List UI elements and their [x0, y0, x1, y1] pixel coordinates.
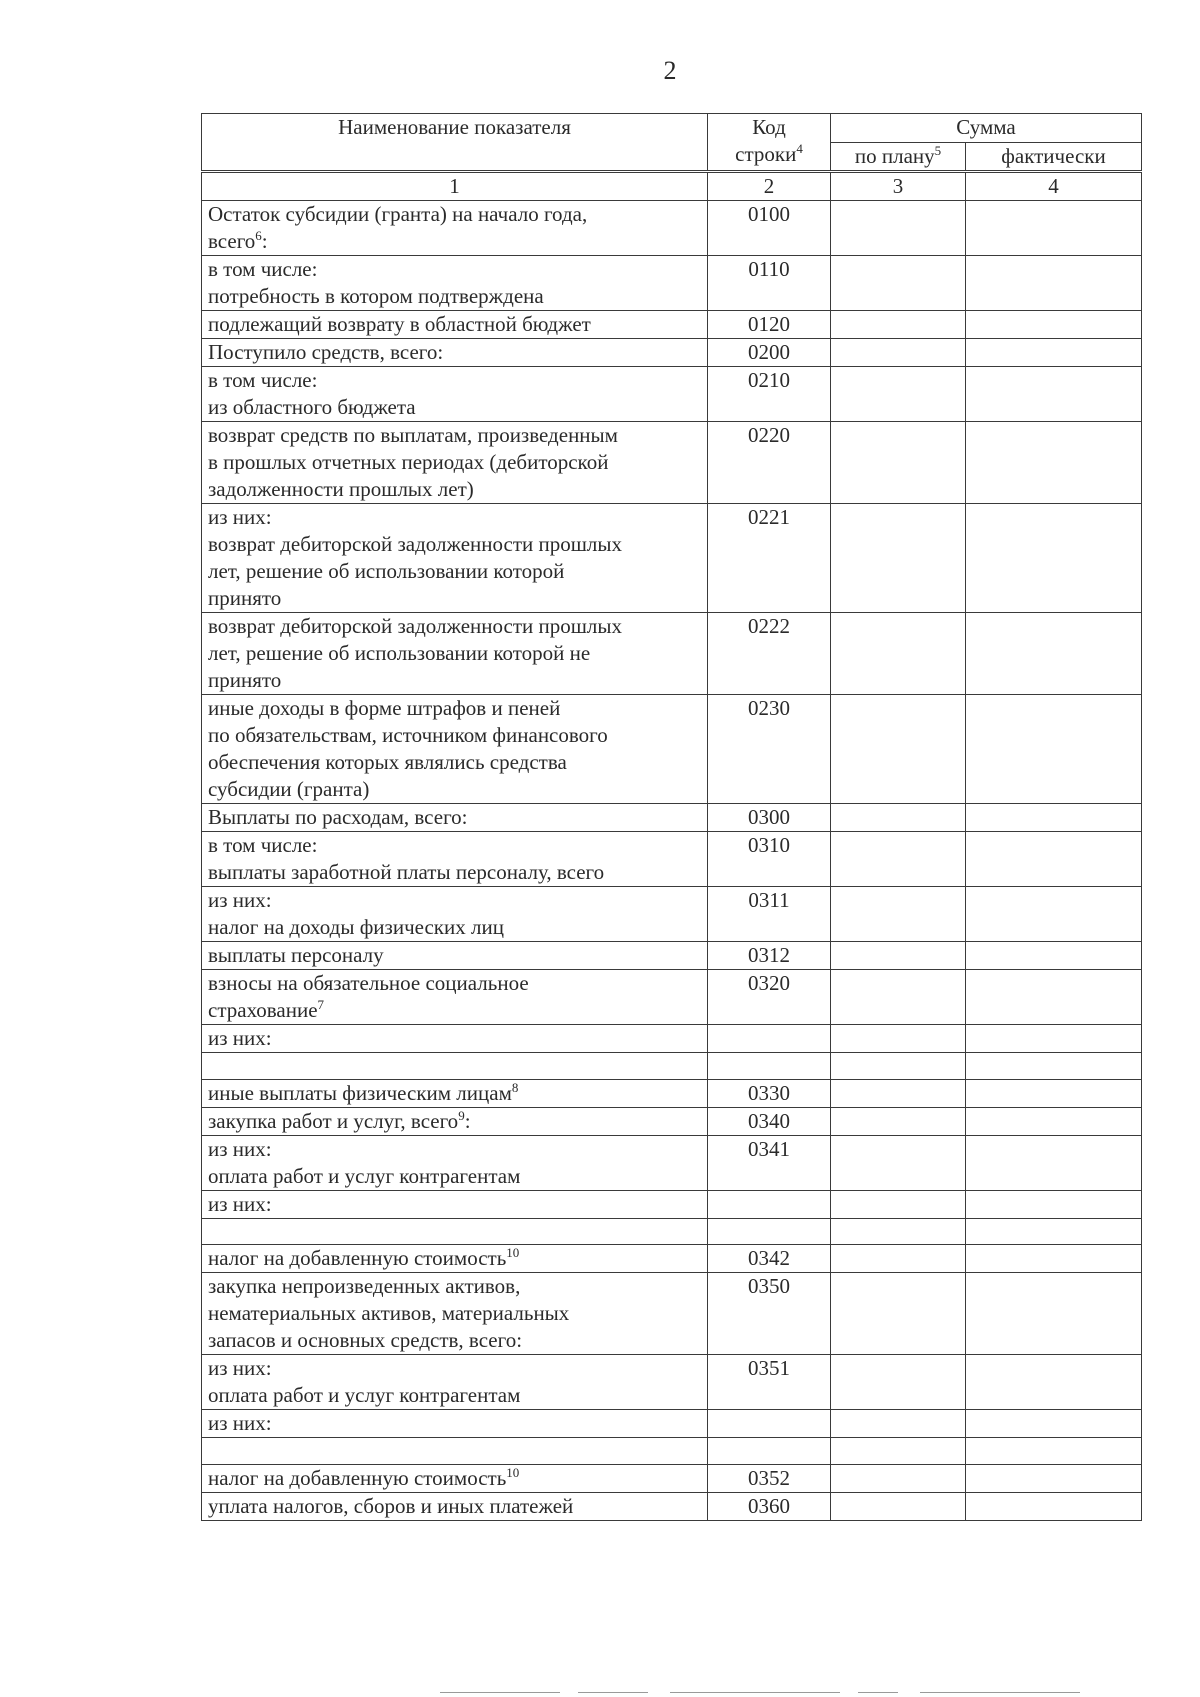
column-header-fact [966, 143, 1142, 172]
table-row [202, 367, 1142, 422]
indicator-name-cell [202, 887, 708, 942]
indicator-name-cell [202, 832, 708, 887]
table-row [202, 422, 1142, 504]
plan-amount-cell [831, 422, 966, 504]
column-number: 3 [831, 172, 966, 201]
plan-amount-cell [831, 1493, 966, 1521]
row-code-cell: 0350 [708, 1273, 831, 1355]
plan-amount-cell [831, 1080, 966, 1108]
table-row [202, 1245, 1142, 1273]
plan-amount-cell [831, 1053, 966, 1080]
row-code-cell: 0100 [708, 201, 831, 256]
column-header-amount [831, 114, 1142, 143]
fact-amount-cell [966, 339, 1142, 367]
row-code-cell [708, 1410, 831, 1438]
table-row [202, 1410, 1142, 1438]
column-header-fact-label: фактически [1001, 144, 1106, 168]
table-row [202, 970, 1142, 1025]
indicator-name-cell [202, 1245, 708, 1273]
table-row [202, 1438, 1142, 1465]
row-code-cell: 0110 [708, 256, 831, 311]
indicator-name-cell [202, 942, 708, 970]
indicator-name: иные выплаты физическим лицам [208, 1081, 512, 1105]
fact-amount-cell [966, 1025, 1142, 1053]
plan-amount-cell [831, 970, 966, 1025]
plan-amount-cell [831, 1108, 966, 1136]
row-code-cell: 0330 [708, 1080, 831, 1108]
column-number: 4 [966, 172, 1142, 201]
fact-amount-cell [966, 1410, 1142, 1438]
fact-amount-cell [966, 1493, 1142, 1521]
footnote-ref: 9 [458, 1108, 465, 1123]
row-code-cell: 0200 [708, 339, 831, 367]
indicator-name-cell [202, 1438, 708, 1465]
plan-amount-cell [831, 311, 966, 339]
footnote-ref: 8 [511, 1080, 519, 1095]
table-row [202, 804, 1142, 832]
table-row [202, 504, 1142, 613]
plan-amount-cell [831, 1219, 966, 1245]
plan-amount-cell [831, 339, 966, 367]
column-header-code [708, 114, 831, 172]
header-row-top [202, 114, 1142, 143]
indicator-name: из них: возврат дебиторской задолженности прошлых лет, решение об использовании которой принято [208, 505, 623, 610]
row-code-cell: 0310 [708, 832, 831, 887]
plan-amount-cell [831, 1245, 966, 1273]
fact-amount-cell [966, 1191, 1142, 1219]
fact-amount-cell [966, 695, 1142, 804]
fact-amount-cell [966, 1355, 1142, 1410]
indicator-name: из них: [208, 1026, 272, 1050]
fact-amount-cell [966, 804, 1142, 832]
row-code-cell: 0221 [708, 504, 831, 613]
fact-amount-cell [966, 1219, 1142, 1245]
indicator-name: возврат средств по выплатам, произведенным в прошлых отчетных периодах (дебиторской задолженности прошлых лет) [208, 423, 618, 501]
row-code-cell: 0351 [708, 1355, 831, 1410]
plan-amount-cell [831, 1136, 966, 1191]
indicator-name: иные доходы в форме штрафов и пеней по обязательствам, источником финансового обеспечения которых являлись средства субсидии (гранта) [208, 696, 608, 801]
row-code-cell: 0320 [708, 970, 831, 1025]
row-code-cell: 0311 [708, 887, 831, 942]
indicator-name-cell [202, 311, 708, 339]
table-row [202, 1273, 1142, 1355]
indicator-name: в том числе: выплаты заработной платы персоналу, всего [208, 833, 605, 884]
fact-amount-cell [966, 201, 1142, 256]
fact-amount-cell [966, 1273, 1142, 1355]
plan-amount-cell [831, 1355, 966, 1410]
indicator-name-cell [202, 1080, 708, 1108]
fact-amount-cell [966, 832, 1142, 887]
row-code-cell [708, 1438, 831, 1465]
row-code-cell [708, 1053, 831, 1080]
fact-amount-cell [966, 942, 1142, 970]
indicator-name: закупка работ и услуг, всего [208, 1109, 459, 1133]
table-row [202, 1080, 1142, 1108]
table-row [202, 1191, 1142, 1219]
indicator-name-cell [202, 367, 708, 422]
row-code-cell: 0312 [708, 942, 831, 970]
fact-amount-cell [966, 887, 1142, 942]
fact-amount-cell [966, 1053, 1142, 1080]
row-code-cell: 0222 [708, 613, 831, 695]
plan-amount-cell [831, 1438, 966, 1465]
fact-amount-cell [966, 970, 1142, 1025]
table-row [202, 695, 1142, 804]
plan-amount-cell [831, 1191, 966, 1219]
indicator-name: из них: [208, 1192, 272, 1216]
indicator-name-cell [202, 970, 708, 1025]
row-code-cell: 0340 [708, 1108, 831, 1136]
fact-amount-cell [966, 256, 1142, 311]
indicator-name-cell [202, 1191, 708, 1219]
plan-amount-cell [831, 1465, 966, 1493]
indicator-name: Остаток субсидии (гранта) на начало года, всего [208, 202, 588, 253]
table-row [202, 1136, 1142, 1191]
table-row [202, 613, 1142, 695]
fact-amount-cell [966, 1465, 1142, 1493]
indicator-name-suffix: : [261, 229, 268, 253]
fact-amount-cell [966, 1108, 1142, 1136]
column-number: 1 [202, 172, 708, 201]
row-code-cell: 0120 [708, 311, 831, 339]
table-row [202, 832, 1142, 887]
table-row [202, 311, 1142, 339]
indicator-name-cell [202, 1493, 708, 1521]
page-number: 2 [663, 56, 677, 85]
indicator-name-cell [202, 1053, 708, 1080]
plan-amount-cell [831, 256, 966, 311]
row-code-cell [708, 1219, 831, 1245]
indicator-name: взносы на обязательное социальное страхование [208, 971, 529, 1022]
column-number: 2 [708, 172, 831, 201]
row-code-cell: 0352 [708, 1465, 831, 1493]
indicator-name: Выплаты по расходам, всего: [208, 805, 468, 829]
indicator-name-cell [202, 1108, 708, 1136]
table-row [202, 1108, 1142, 1136]
row-code-cell: 0230 [708, 695, 831, 804]
column-header-code-line1: Код [752, 115, 786, 139]
footnote-ref: 4 [796, 141, 803, 156]
plan-amount-cell [831, 613, 966, 695]
fact-amount-cell [966, 1438, 1142, 1465]
indicator-name: возврат дебиторской задолженности прошлых лет, решение об использовании которой не принято [208, 614, 623, 692]
table-row [202, 1053, 1142, 1080]
table-row [202, 339, 1142, 367]
indicator-name: выплаты персоналу [208, 943, 384, 967]
column-header-name [202, 114, 708, 172]
report-table [201, 113, 1142, 1521]
fact-amount-cell [966, 1136, 1142, 1191]
table-row [202, 1493, 1142, 1521]
indicator-name-cell [202, 695, 708, 804]
indicator-name-cell [202, 1465, 708, 1493]
fact-amount-cell [966, 311, 1142, 339]
indicator-name-cell [202, 1273, 708, 1355]
plan-amount-cell [831, 1025, 966, 1053]
table-row [202, 1465, 1142, 1493]
footnote-ref: 6 [255, 228, 262, 243]
indicator-name-cell [202, 804, 708, 832]
plan-amount-cell [831, 1273, 966, 1355]
plan-amount-cell [831, 942, 966, 970]
row-code-cell: 0341 [708, 1136, 831, 1191]
indicator-name: закупка непроизведенных активов, нематериальных активов, материальных запасов и основных средств, всего: [208, 1274, 570, 1352]
table-row [202, 256, 1142, 311]
row-code-cell: 0220 [708, 422, 831, 504]
indicator-name: в том числе: из областного бюджета [208, 368, 416, 419]
row-code-cell [708, 1025, 831, 1053]
column-header-name-label: Наименование показателя [338, 115, 571, 139]
column-numbers-row [202, 172, 1142, 201]
indicator-name-cell [202, 1136, 708, 1191]
indicator-name: из них: [208, 1411, 272, 1435]
indicator-name: из них: оплата работ и услуг контрагентам [208, 1356, 521, 1407]
indicator-name-cell [202, 613, 708, 695]
indicator-name-suffix: : [464, 1109, 471, 1133]
table-row [202, 887, 1142, 942]
indicator-name-cell [202, 1219, 708, 1245]
plan-amount-cell [831, 887, 966, 942]
plan-amount-cell [831, 504, 966, 613]
row-code-cell: 0342 [708, 1245, 831, 1273]
table-row [202, 1025, 1142, 1053]
indicator-name: налог на добавленную стоимость [208, 1246, 507, 1270]
indicator-name-cell [202, 256, 708, 311]
indicator-name-cell [202, 422, 708, 504]
table-body [202, 201, 1142, 1521]
fact-amount-cell [966, 422, 1142, 504]
table-row [202, 942, 1142, 970]
plan-amount-cell [831, 201, 966, 256]
row-code-cell: 0300 [708, 804, 831, 832]
footnote-ref: 10 [506, 1465, 520, 1480]
indicator-name: из них: налог на доходы физических лиц [208, 888, 504, 939]
fact-amount-cell [966, 367, 1142, 422]
plan-amount-cell [831, 804, 966, 832]
table-row [202, 201, 1142, 256]
footer-scan-lines [440, 1689, 1140, 1697]
column-header-plan [831, 143, 966, 172]
footnote-ref: 7 [317, 997, 325, 1012]
plan-amount-cell [831, 1410, 966, 1438]
indicator-name: в том числе: потребность в котором подтверждена [208, 257, 544, 308]
column-header-amount-label: Сумма [956, 115, 1016, 139]
indicator-name-cell [202, 504, 708, 613]
plan-amount-cell [831, 367, 966, 422]
table-row [202, 1355, 1142, 1410]
fact-amount-cell [966, 1245, 1142, 1273]
indicator-name-cell [202, 201, 708, 256]
fact-amount-cell [966, 504, 1142, 613]
row-code-cell [708, 1191, 831, 1219]
footnote-ref: 10 [506, 1245, 520, 1260]
plan-amount-cell [831, 832, 966, 887]
row-code-cell: 0210 [708, 367, 831, 422]
fact-amount-cell [966, 613, 1142, 695]
indicator-name: уплата налогов, сборов и иных платежей [208, 1494, 574, 1518]
plan-amount-cell [831, 695, 966, 804]
indicator-name-cell [202, 1025, 708, 1053]
table-row [202, 1219, 1142, 1245]
indicator-name: Поступило средств, всего: [208, 340, 444, 364]
indicator-name: налог на добавленную стоимость [208, 1466, 507, 1490]
indicator-name: подлежащий возврату в областной бюджет [208, 312, 591, 336]
column-header-code-line2: строки [735, 142, 797, 166]
indicator-name-cell [202, 1410, 708, 1438]
indicator-name: из них: оплата работ и услуг контрагентам [208, 1137, 521, 1188]
row-code-cell: 0360 [708, 1493, 831, 1521]
indicator-name-cell [202, 339, 708, 367]
column-header-plan-label: по плану [854, 144, 935, 168]
footnote-ref: 5 [934, 143, 942, 158]
indicator-name-cell [202, 1355, 708, 1410]
fact-amount-cell [966, 1080, 1142, 1108]
